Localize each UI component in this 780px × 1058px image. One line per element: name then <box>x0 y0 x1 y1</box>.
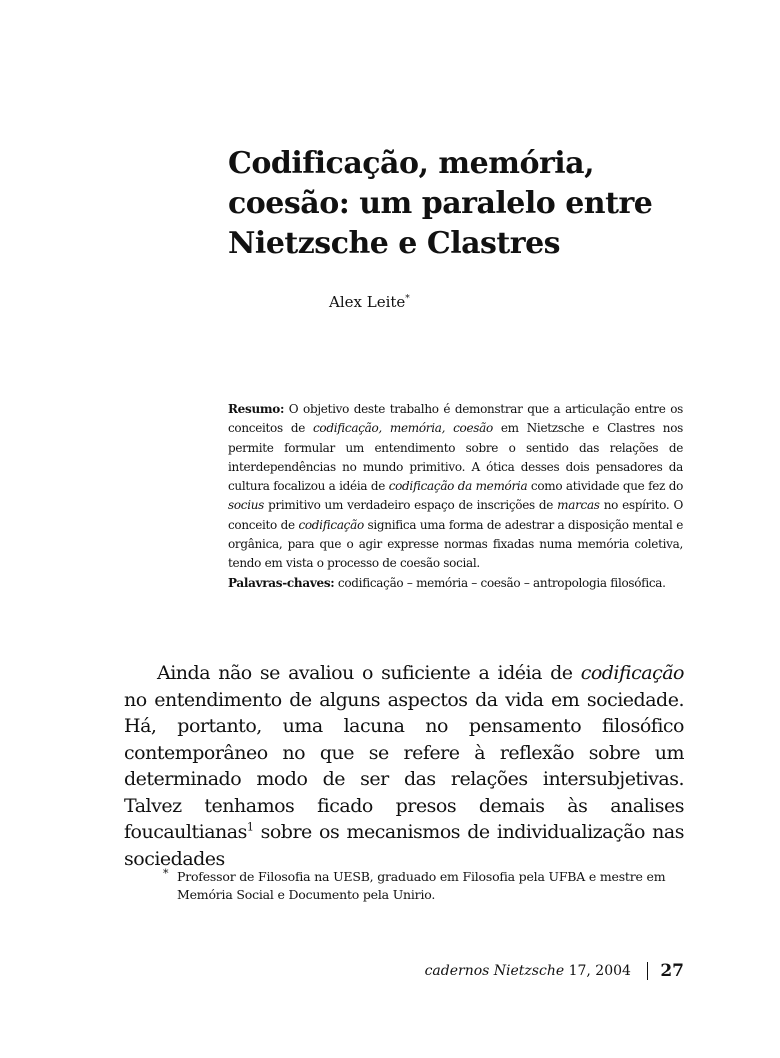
abstract-text: significa uma forma de adestrar a disposição mental e orgânica, para que o agir expresse normas fixadas numa memória coletiva, tendo em vista o processo de coesão social. <box>228 517 684 571</box>
keywords-text: codificação – memória – coesão – antropologia filosófica. <box>334 575 666 590</box>
title-line: Nietzsche e Clastres <box>228 226 561 261</box>
body-text-run: Ainda não se avaliou o suficiente a idéia de <box>157 662 581 684</box>
abstract-paragraph <box>228 400 683 574</box>
title-line: coesão: um paralelo entre <box>228 186 653 221</box>
footnote-text: Professor de Filosofia na UESB, graduado em Filosofia pela UFBA e mestre em Memória Social e Documento pela Unirio. <box>177 869 666 902</box>
keywords-paragraph <box>228 574 683 593</box>
body-text-run: sobre os mecanismos de individualização nas sociedades <box>124 821 684 870</box>
keywords-label: Palavras-chaves: <box>228 575 335 590</box>
abstract-emphasis: socius <box>228 498 265 513</box>
abstract-text: no espírito. O conceito de <box>228 498 683 532</box>
body-text-run: no entendimento de alguns aspectos da vida em sociedade. Há, portanto, uma lacuna no pensamento filosófico contemporâneo no que se refere à reflexão sobre um determinado modo de ser das relações intersubjetivas. Talvez tenhamos ficado presos demais às analises foucaultianas <box>124 688 684 843</box>
footnote-reference: 1 <box>246 820 254 834</box>
author-footnote-mark: * <box>405 294 410 304</box>
author-line <box>329 292 410 312</box>
abstract-label: Resumo: <box>228 402 285 416</box>
body-emphasis: codificação <box>580 662 684 684</box>
page-footer <box>425 960 684 982</box>
article-title <box>228 144 688 264</box>
abstract-emphasis: codificação <box>298 517 364 532</box>
body-paragraph <box>124 660 684 872</box>
abstract-text: como atividade que fez do <box>527 479 684 494</box>
title-line: Codificação, memória, <box>228 146 595 181</box>
abstract-block <box>228 400 683 593</box>
author-name: Alex Leite <box>329 293 406 311</box>
footer-divider <box>647 962 648 980</box>
abstract-text: em Nietzsche e Clastres nos permite formular um entendimento sobre o sentido das relações de interdependências no mundo primitivo. A ótica desses dois pensadores da cultura focalizou a idéia de <box>228 421 684 494</box>
abstract-emphasis: marcas <box>557 498 600 513</box>
abstract-emphasis: codificação, memória, coesão <box>312 421 493 436</box>
footnote-mark: * <box>163 867 169 880</box>
footnote <box>165 868 685 904</box>
journal-name: cadernos Nietzsche <box>424 963 565 979</box>
abstract-emphasis: codificação da memória <box>388 479 528 494</box>
page-number: 27 <box>660 961 684 981</box>
body-text <box>124 660 684 872</box>
abstract-text: O objetivo deste trabalho é demonstrar que a articulação entre os conceitos de <box>228 402 683 436</box>
journal-issue: 17, 2004 <box>568 963 631 979</box>
abstract-text: primitivo um verdadeiro espaço de inscrições de <box>264 498 558 513</box>
